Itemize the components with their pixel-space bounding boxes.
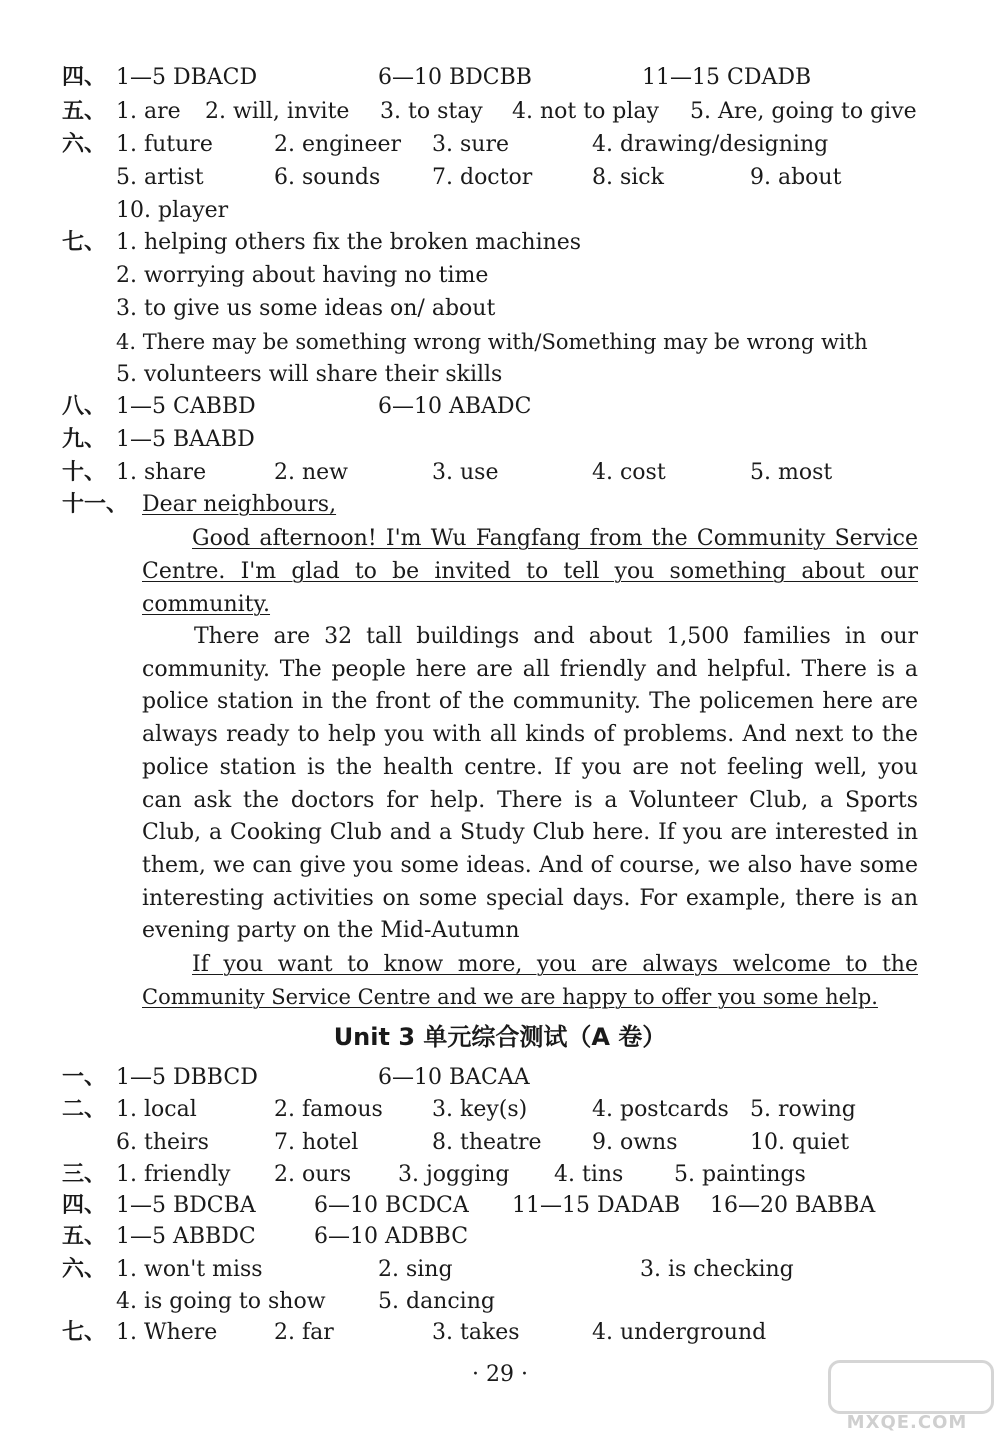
- answer-item: 1. future: [116, 132, 213, 157]
- letter-opening-line: community.: [142, 592, 271, 617]
- answer-item: 3. jogging: [398, 1162, 510, 1187]
- letter-opening-line: Centre. I'm glad to be invited to tell you something about our: [142, 559, 918, 584]
- answer-item: 1. are: [116, 99, 181, 124]
- answer-item: 6—10 ABADC: [378, 394, 532, 419]
- answer-item: 8. sick: [592, 165, 664, 190]
- answer-item: 1—5 BAABD: [116, 427, 255, 452]
- watermark-stamp-icon: [828, 1360, 994, 1414]
- answer-item: 11—15 CDADB: [642, 65, 812, 90]
- answer-item: 4. There may be something wrong with/Something may be wrong with: [116, 330, 868, 354]
- section-label: 八、: [62, 394, 107, 419]
- answer-item: 5. volunteers will share their skills: [116, 362, 503, 387]
- answer-item: 1—5 BDCBA: [116, 1193, 256, 1218]
- answer-item: 10. quiet: [750, 1130, 850, 1155]
- answer-item: 1. Where: [116, 1320, 218, 1345]
- answer-item: 3. key(s): [432, 1097, 528, 1122]
- answer-item: 1—5 DBACD: [116, 65, 258, 90]
- section-label: 九、: [62, 427, 107, 452]
- section-label: 一、: [62, 1065, 107, 1090]
- answer-item: 9. about: [750, 165, 842, 190]
- letter-closing-line: If you want to know more, you are always welcome to the: [192, 952, 918, 977]
- answer-item: 3. takes: [432, 1320, 520, 1345]
- answer-item: 2. famous: [274, 1097, 383, 1122]
- answer-item: 2. ours: [274, 1162, 352, 1187]
- answer-item: 4. cost: [592, 460, 666, 485]
- section-label: 七、: [62, 230, 107, 255]
- answer-item: 16—20 BABBA: [710, 1193, 876, 1218]
- answer-item: 2. worrying about having no time: [116, 263, 489, 288]
- answer-item: 4. postcards: [592, 1097, 729, 1122]
- page-number: · 29 ·: [472, 1362, 528, 1387]
- answer-item: 4. tins: [554, 1162, 624, 1187]
- answer-item: 3. to stay: [380, 99, 483, 124]
- answer-item: 5. most: [750, 460, 833, 485]
- answer-item: 1. helping others fix the broken machines: [116, 230, 582, 255]
- answer-item: 6—10 ADBBC: [314, 1224, 469, 1249]
- letter-greeting: Dear neighbours,: [142, 492, 337, 517]
- answer-item: 1. local: [116, 1097, 197, 1122]
- answer-item: 2. new: [274, 460, 349, 485]
- section-label: 五、: [62, 99, 107, 124]
- section-label: 五、: [62, 1224, 107, 1249]
- answer-item: 7. doctor: [432, 165, 533, 190]
- section-label: 七、: [62, 1320, 107, 1345]
- answer-item: 1—5 CABBD: [116, 394, 256, 419]
- answer-item: 2. engineer: [274, 132, 402, 157]
- answer-item: 11—15 DADAB: [512, 1193, 681, 1218]
- answer-item: 1. won't miss: [116, 1257, 263, 1282]
- answer-item: 5. dancing: [378, 1289, 495, 1314]
- answer-item: 6. theirs: [116, 1130, 209, 1155]
- section-label: 二、: [62, 1097, 107, 1122]
- answer-item: 5. rowing: [750, 1097, 856, 1122]
- answer-item: 2. sing: [378, 1257, 453, 1282]
- answer-item: 6. sounds: [274, 165, 381, 190]
- answer-item: 6—10 BCDCA: [314, 1193, 469, 1218]
- answer-item: 5. Are, going to give: [690, 99, 917, 124]
- answer-item: 4. drawing/designing: [592, 132, 829, 157]
- answer-item: 8. theatre: [432, 1130, 542, 1155]
- letter-opening-line: Good afternoon! I'm Wu Fangfang from the Community Service: [192, 526, 918, 551]
- section-label: 六、: [62, 132, 107, 157]
- section-label: 六、: [62, 1257, 107, 1282]
- answer-item: 2. will, invite: [205, 99, 350, 124]
- section-label: 三、: [62, 1162, 107, 1187]
- answer-item: 3. sure: [432, 132, 509, 157]
- answer-item: 4. not to play: [512, 99, 659, 124]
- answer-item: 6—10 BDCBB: [378, 65, 532, 90]
- section-label: 十一、: [62, 492, 129, 517]
- unit-heading: Unit 3 单元综合测试（A 卷）: [333, 1023, 667, 1051]
- answer-item: 7. hotel: [274, 1130, 359, 1155]
- answer-item: 3. to give us some ideas on/ about: [116, 296, 496, 321]
- answer-item: 4. underground: [592, 1320, 767, 1345]
- section-label: 四、: [62, 1193, 107, 1218]
- section-label: 十、: [62, 460, 107, 485]
- answer-item: 1—5 DBBCD: [116, 1065, 258, 1090]
- watermark-text: MXQE.COM: [846, 1412, 968, 1433]
- answer-item: 5. paintings: [674, 1162, 806, 1187]
- answer-item: 1—5 ABBDC: [116, 1224, 256, 1249]
- answer-item: 4. is going to show: [116, 1289, 326, 1314]
- answer-item: 3. use: [432, 460, 499, 485]
- watermark-logo: [818, 1358, 996, 1438]
- section-label: 四、: [62, 65, 107, 90]
- answer-item: 10. player: [116, 198, 229, 223]
- answer-item: 6—10 BACAA: [378, 1065, 530, 1090]
- answer-item: 3. is checking: [640, 1257, 794, 1282]
- answer-item: 5. artist: [116, 165, 204, 190]
- letter-body-paragraph: There are 32 tall buildings and about 1,500 families in our community. The people here are all friendly and helpful. There is a police station in the front of the community. The policemen here are always ready to help you with all kinds of problems. And next to the police station is the health centre. If you are not feeling well, you can ask the doctors for help. There is a Volunteer Club, a Sports Club, a Cooking Club and a Study Club here. If you are interested in them, we can give you some ideas. And of course, we also have some interesting activities on some special days. For example, there is an evening party on the Mid-Autumn: [142, 624, 918, 944]
- answer-item: 1. share: [116, 460, 207, 485]
- answer-item: 1. friendly: [116, 1162, 231, 1187]
- answer-item: 9. owns: [592, 1130, 678, 1155]
- answer-item: 2. far: [274, 1320, 334, 1345]
- letter-closing-line: Community Service Centre and we are happy to offer you some help.: [142, 985, 878, 1009]
